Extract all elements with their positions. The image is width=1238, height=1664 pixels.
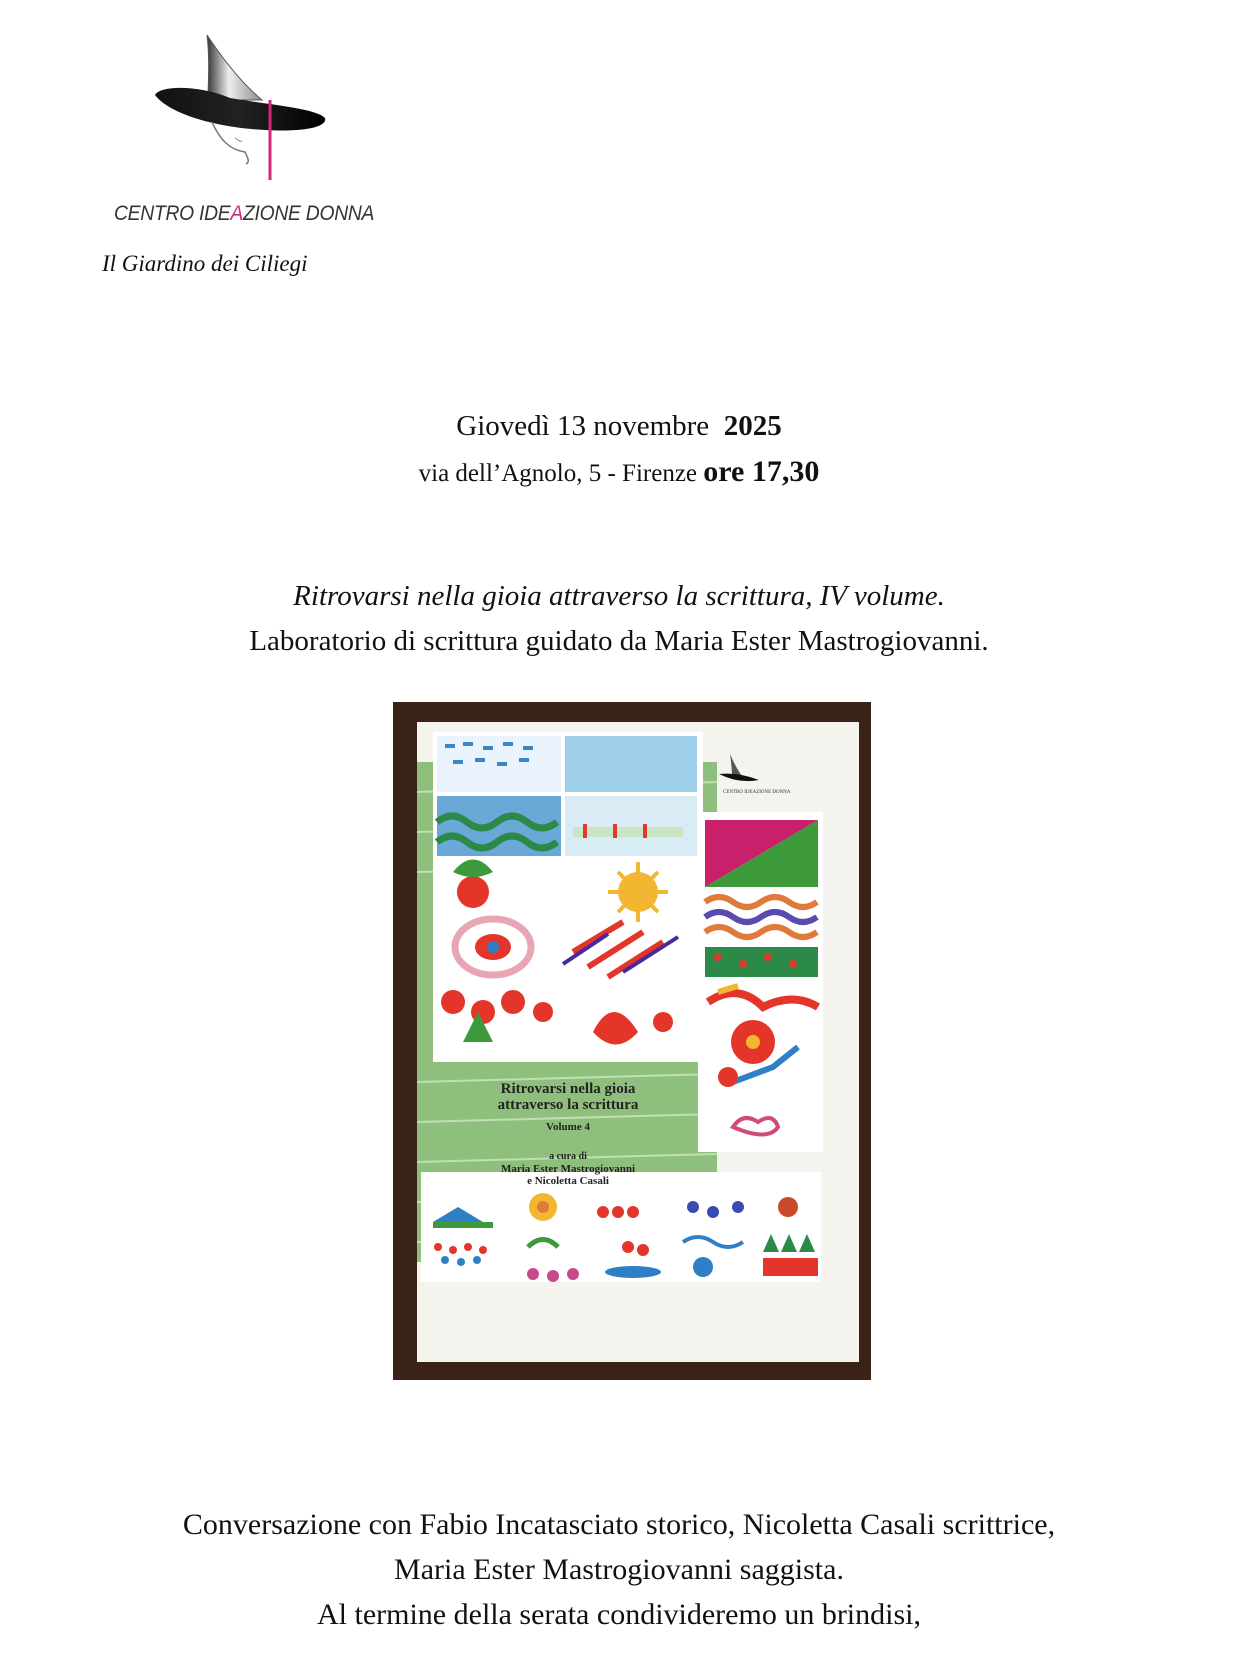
conversation-line-2: Maria Ester Mastrogiovanni saggista. [394, 1553, 844, 1586]
cover-logo-text: CENTRO IDEAZIONE DONNA [723, 790, 791, 795]
organization-name: CENTRO IDEAZIONE DONNA [114, 202, 375, 225]
organization-subtitle: Il Giardino dei Ciliegi [102, 251, 308, 276]
cover-curated-by: a cura di [549, 1151, 587, 1162]
conversation-line-3: Al termine della serata condivideremo un brindisi, [317, 1598, 921, 1631]
workshop-line: Laboratorio di scrittura guidato da Maria Ester Mastrogiovanni. [249, 625, 989, 657]
event-address: via dell’Agnolo, 5 - Firenze ore 17,30 [418, 455, 820, 488]
cover-title: Ritrovarsi nella gioia attraverso la scrittura [497, 1081, 639, 1113]
event-date: Giovedì 13 novembre 2025 [456, 410, 782, 442]
book-cover-photo [393, 702, 871, 1380]
book-cover-illustration [393, 702, 871, 1380]
cover-volume: Volume 4 [546, 1121, 590, 1133]
organization-logo [102, 30, 390, 280]
book-title-line: Ritrovarsi nella gioia attraverso la scrittura, IV volume. [293, 580, 945, 612]
hat-logo-icon [150, 30, 350, 180]
conversation-line-1: Conversazione con Fabio Incatasciato storico, Nicoletta Casali scrittrice, [182, 1508, 1056, 1541]
cover-authors: Maria Ester Mastrogiovanni e Nicoletta Casali [500, 1163, 636, 1187]
